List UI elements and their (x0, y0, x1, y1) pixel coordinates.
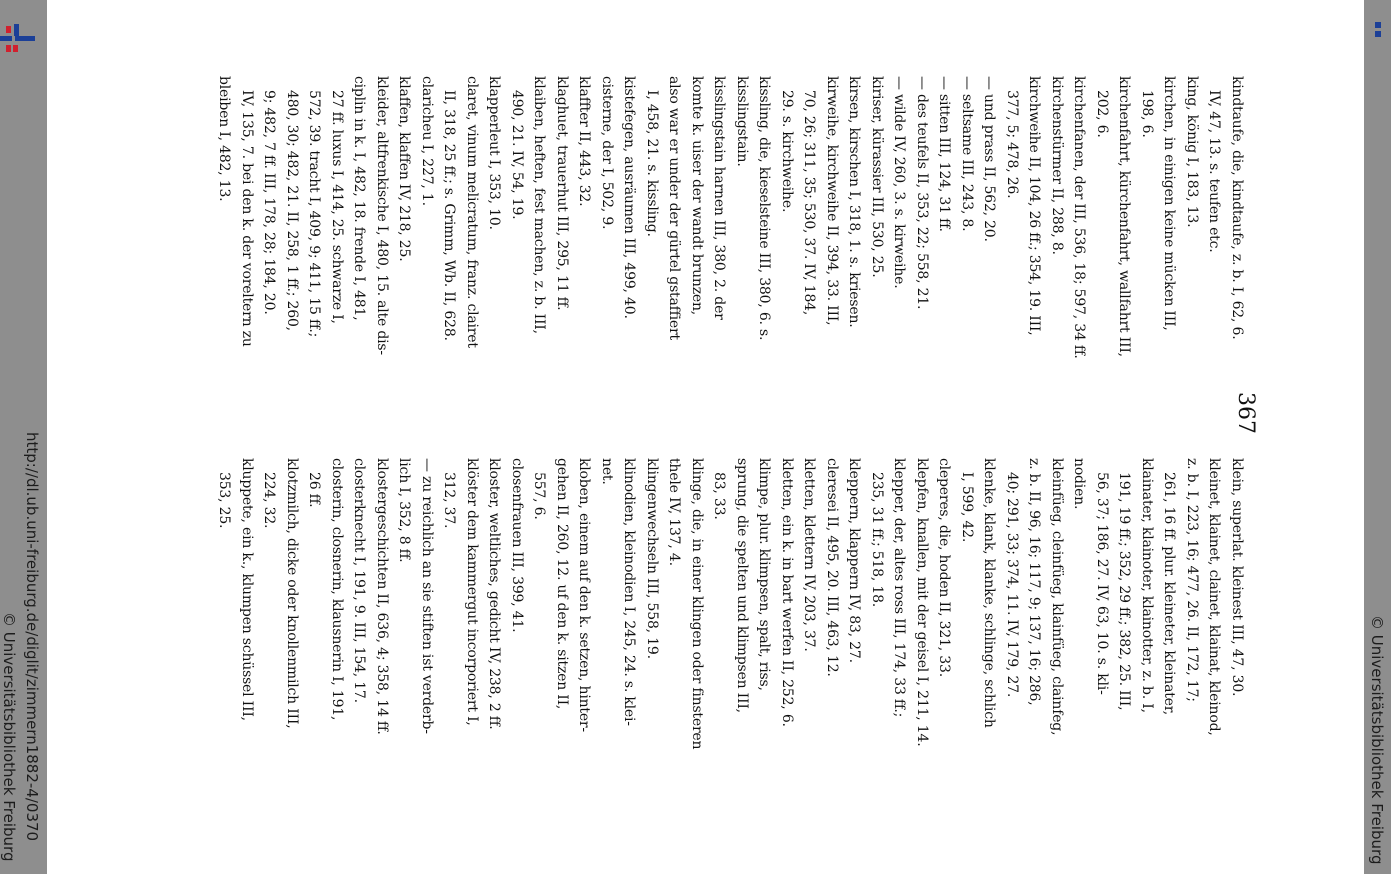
index-line: claret, vinum melicratum, franz. clairet (464, 76, 480, 348)
index-line: closenfrauen III, 399, 41. (509, 458, 525, 633)
index-line: II, 318, 25 ff.; s. Grimm, Wb. II, 628. (441, 90, 458, 341)
index-line: cleresei II, 495, 20. III, 463, 12. (824, 458, 840, 677)
index-line: gehen II, 260, 12. uf den k. sitzen II, (554, 458, 570, 710)
index-line: kloben, einem auf den k. setzen, hinter- (576, 458, 593, 732)
index-line: z. b. II, 96, 16; 117, 9; 137, 16; 286, (1026, 458, 1043, 706)
left-margin (0, 0, 47, 874)
index-line: klaffter II, 443, 32. (576, 76, 593, 207)
index-line: 557, 6. (531, 472, 548, 520)
index-line: klepper, der, altes ross III, 174, 33 ff.; (891, 458, 908, 718)
index-line: 312, 37. (441, 472, 458, 529)
right-margin (1364, 0, 1391, 874)
index-line: klaiben, heften, fest machen, z. b. III, (531, 76, 548, 334)
index-line: klenke, klank, klanke, schlinge, schlich (981, 458, 998, 728)
index-line: — zu reichlich an sie stiften ist verderb- (419, 458, 435, 734)
index-line: 40; 291, 33; 374, 11. IV, 179, 27. (1004, 472, 1020, 698)
index-line: also war er under der gürtel gstaffiert (666, 76, 683, 340)
index-line: cisterne, der I, 502, 9. (599, 76, 615, 230)
index-line: I, 458, 21. s. kissling. (644, 90, 660, 237)
index-line: sprung, die spelten und klimpsen III, (734, 458, 750, 713)
index-line: kletten, ein k. in bart werfen II, 252, 6. (779, 458, 795, 727)
index-line: kissling, die, kieselsteine III, 380, 6. s. (756, 76, 773, 341)
copyright-notice-left: © Universitätsbibliothek Freiburg (0, 612, 18, 862)
index-line: 191, 19 ff.; 352, 29 ff.; 382, 25. III, (1116, 472, 1133, 711)
index-line: 202, 6. (1094, 90, 1110, 138)
index-line: kleider, altfrenkische I, 480, 15. alte dis- (374, 76, 390, 355)
index-line: 353, 25. (216, 472, 233, 529)
index-line: IV, 135, 7. bei den k. der voreltern zu (239, 90, 255, 347)
index-line: klingenwechseln III, 558, 19. (644, 458, 660, 659)
index-line: z. b. I, 223, 16; 477, 26. II, 172, 17; (1184, 458, 1200, 702)
index-line: klainater, klainoter, klainotter, z. b. I, (1139, 458, 1155, 713)
index-line: klein, superlat. kleinest III, 47, 30. (1229, 458, 1245, 697)
index-line: 377, 5; 478, 26. (1004, 90, 1020, 199)
source-url[interactable]: http://dl.ub.uni-freiburg.de/diglit/zimmern1882-4/0370 (23, 432, 41, 842)
index-line: 235, 31 ff.; 518, 18. (869, 472, 885, 608)
index-line: klöster dem kammergut incorporiert I, (464, 458, 480, 726)
index-line: thele IV, 137, 4. (666, 458, 683, 566)
index-line: kleinet, klainet, clainet, klainat, kleinod, (1206, 458, 1223, 736)
index-column-left (213, 76, 1248, 466)
index-line: kletten, klettern IV, 203, 37. (801, 458, 818, 652)
index-line: kluppete, ein k., klumpen schüssel III, (239, 458, 255, 721)
index-line: 29. s. kirchweihe. (779, 90, 795, 213)
index-line: klaghuet, trauerhut III, 295, 11 ff. (554, 76, 570, 311)
index-line: klostergeschichten II, 636, 4; 358, 14 ff. (374, 458, 390, 735)
index-line: nodien. (1071, 458, 1088, 510)
index-line: claricheu I, 227, 1. (419, 76, 435, 206)
index-line: kleppern, klappern IV, 83, 27. (846, 458, 863, 663)
index-line: kirchenfahrt, kürchenfahrt, wallfahrt III, (1116, 76, 1133, 357)
index-line: king, könig I, 183, 13. (1184, 76, 1200, 228)
index-line: bleiben I, 482, 13. (216, 76, 233, 202)
index-line: closterknecht I, 191, 9. III, 154, 17. (351, 458, 368, 703)
index-line: closterin, closnerin, klausnerin I, 191, (329, 458, 345, 721)
index-line: — wilde IV, 260, 3. s. kirweihe. (891, 76, 908, 289)
index-line: kisslingstain. (734, 76, 750, 167)
index-line: 572, 39. tracht I, 409, 9; 411, 15 ff.; (306, 90, 323, 338)
index-line: klimpe, plur. klimpsen, spalt, riss, (756, 458, 773, 691)
index-line: 56, 37; 186, 27. IV, 63, 10. s. kli- (1094, 472, 1110, 695)
index-line: 83, 33. (711, 472, 728, 520)
index-line: net. (599, 458, 615, 485)
index-line: kiriser, kürassier III, 530, 25. (869, 76, 885, 278)
index-line: IV, 47, 13. s. teufen etc. (1206, 90, 1223, 253)
index-line: klapperleut I, 353, 10. (486, 76, 503, 230)
library-logo-icon (0, 18, 40, 52)
index-line: kisslingstain harnen III, 380, 2. der (711, 76, 728, 320)
index-line: 490, 21. IV, 54, 19. (509, 90, 525, 220)
index-line: 198, 6. (1139, 90, 1155, 138)
index-line: 26 ff. (306, 472, 323, 508)
index-line: 224, 32. (261, 472, 278, 529)
index-line: ciplin in k. I, 482, 18. frende I, 481, (351, 76, 368, 321)
index-line: 261, 16 ff. plur. kleineter, kleinater, (1161, 472, 1178, 715)
index-line: kindtaufe, die, kindtaufe, z. b. I, 62, 6. (1229, 76, 1245, 340)
index-line: cleperes, die, hoden II, 321, 33. (936, 458, 953, 677)
index-line: kirchen, in einigen keine mücken III, (1161, 76, 1178, 331)
index-line: kirweihe, kirchweihe II, 394, 33. III, (824, 76, 840, 326)
index-column-right (213, 458, 1248, 848)
index-line: 27 ff. luxus I, 414, 25. schwarze I, (329, 90, 345, 324)
index-line: — seltsame III, 243, 8. (959, 76, 975, 232)
index-line: kirchenfanen, der III, 536, 18; 597, 34 ff. (1071, 76, 1088, 359)
index-line: klotzmilch, dicke oder knollenmilch III, (284, 458, 300, 729)
index-line: kloster, weltliches, gedicht IV, 238, 2 ff. (486, 458, 503, 730)
index-line: kistefegen, ausräumen III, 499, 40. (621, 76, 638, 319)
index-line: 480, 30; 482, 21. II, 258, 1 ff.; 260, (284, 90, 300, 331)
index-line: kleinfüeg, cleinfüeg, klainfüeg, clainfeg, (1049, 458, 1065, 736)
index-line: I, 599, 42. (959, 472, 975, 543)
index-line: klepfen, knallen, mit der geisel I, 211, 14. (914, 458, 930, 747)
index-line: klinge, die, in einer klingen oder finsteren (689, 458, 705, 750)
index-line: 70, 26; 311, 35; 530, 37. IV, 184, (801, 90, 818, 316)
index-line: komte k. uiser der wandt brunzen, (689, 76, 705, 316)
index-line: — und prass II, 562, 20. (981, 76, 998, 242)
index-line: 9; 482, 7 ff. III, 178, 28; 184, 20. (261, 90, 278, 315)
index-line: klinodien, kleinodien I, 245, 24. s. klei- (621, 458, 638, 726)
index-line: klaffen, klaffen IV, 218, 25. (396, 76, 413, 262)
index-line: kirchenstürmer II, 288, 8. (1049, 76, 1065, 255)
index-line: kirchweihe II, 104, 26 ff.; 354, 19. III, (1026, 76, 1043, 336)
index-line: kirsen, kirschen I, 318, 1. s. kriesen. (846, 76, 863, 328)
index-line: lich I, 352, 8 ff. (396, 458, 413, 563)
index-line: — des teufels II, 353, 22; 558, 21. (914, 76, 930, 310)
index-line: — sitten III, 124, 31 ff. (936, 76, 953, 232)
page-number: 367 (1233, 392, 1258, 434)
copyright-notice-right: © Universitätsbibliothek Freiburg (1368, 615, 1386, 865)
